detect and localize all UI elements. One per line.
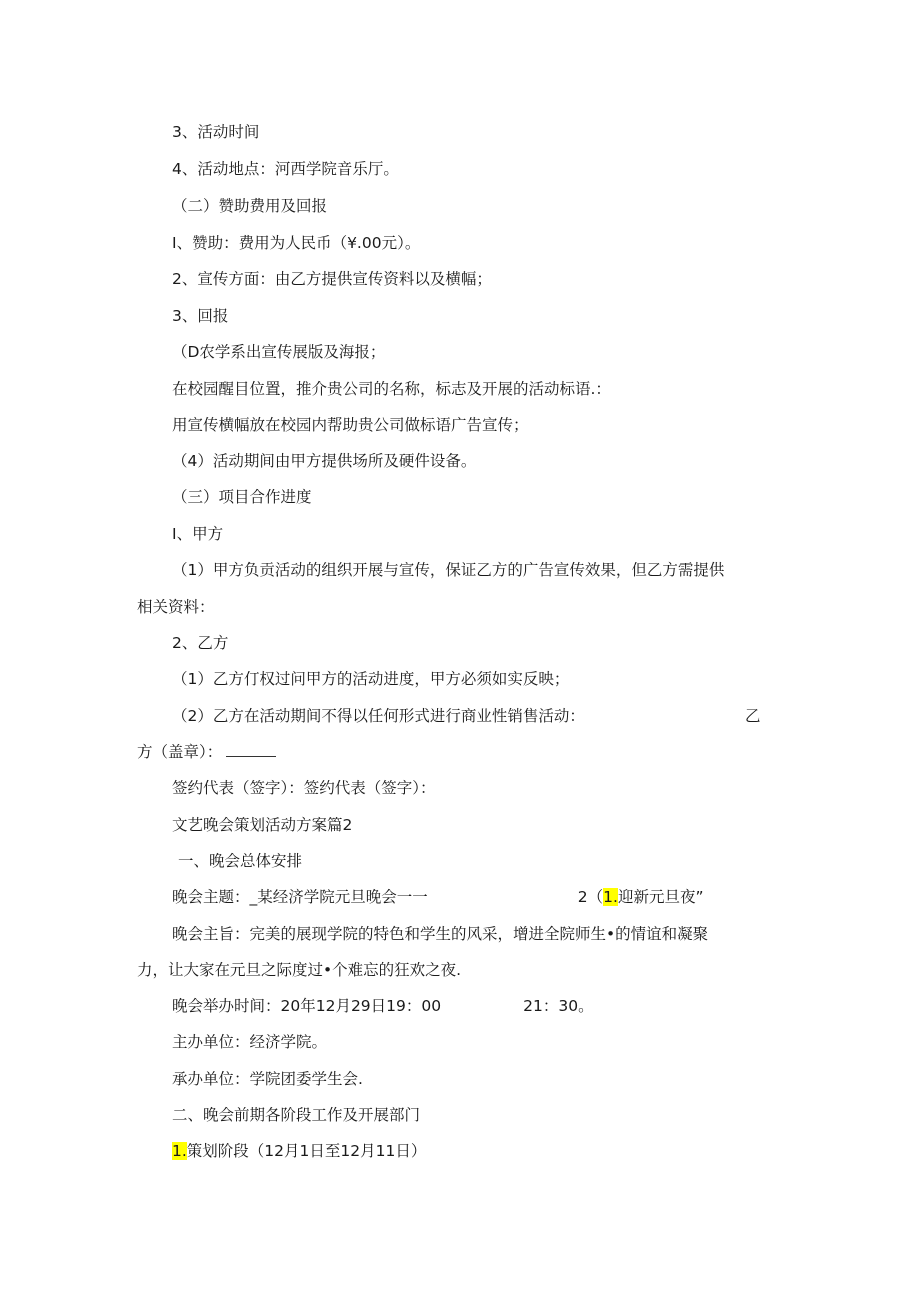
planning-stage [172, 1141, 426, 1161]
gala-theme-b: 2（ [577, 888, 604, 906]
seal-blank [226, 742, 276, 757]
organizer: 主办单位：经济学院。 [172, 1033, 328, 1051]
co-organizer: 承办单位：学院团委学生会. [172, 1070, 363, 1088]
plan-title: 文艺晚会策划活动方案篇2 [172, 816, 353, 834]
signature-line: 签约代表（签字）：签约代表（签字）： [172, 779, 436, 797]
item-activity-location: 4、活动地点：河西学院音乐厅。 [172, 160, 399, 178]
item-return-3: 用宣传横幅放在校园内帮助贵公司做标语广告宣传； [172, 416, 529, 434]
item-party-b: 2、乙方 [172, 634, 229, 652]
seal-label: 方（盖章）： [137, 743, 223, 761]
item-return-2: 在校园醒目位置，推介贵公司的名称，标志及开展的活动标语.： [172, 380, 611, 398]
planning-stage-text: 策划阶段（12月1日至12月11日） [186, 1142, 427, 1160]
item-party-a-1: （1）甲方负贡活动的组织开展与宣传，保证乙方的广告宣传效果，但乙方需提供 [172, 561, 725, 579]
party-b-tail: 乙 [745, 707, 761, 725]
section-progress: （三）项目合作进度 [172, 488, 312, 506]
gala-theme-c: 迎新元旦夜” [617, 888, 704, 906]
gala-theme-a: 晚会主题：_某经济学院元旦晚会一一 [172, 888, 428, 906]
planning-stage-highlight: 1. [172, 1142, 187, 1160]
section-overall: 一、晚会总体安排 [178, 852, 303, 870]
gala-purpose-cont: 力，让大家在元旦之际度过•个难忘的狂欢之夜. [137, 961, 462, 979]
item-publicity: 2、宣传方面：由乙方提供宣传资料以及横幅； [172, 270, 492, 288]
item-party-a-1-cont: 相关资料： [137, 598, 215, 616]
party-b-seal [137, 742, 276, 762]
item-party-a: I、甲方 [172, 525, 224, 543]
gala-time [172, 996, 594, 1016]
gala-purpose: 晚会主旨：完美的展现学院的特色和学生的风采，增进全院师生•的情谊和凝聚 [172, 925, 709, 943]
item-activity-time: 3、活动时间 [172, 123, 260, 141]
item-return-4: （4）活动期间由甲方提供场所及硬件设备。 [172, 452, 477, 470]
section-preparation: 二、晚会前期各阶段工作及开展部门 [172, 1106, 421, 1124]
section-sponsorship: （二）赞助费用及回报 [172, 197, 328, 215]
gala-time-start: 晚会举办时间：20年12月29日19：00 [172, 997, 442, 1015]
item-party-b-2: （2）乙方在活动期间不得以任何形式进行商业性销售活动： [172, 707, 585, 725]
gala-theme-highlight: 1. [603, 888, 618, 906]
item-sponsorship-fee: I、赞助：费用为人民币（¥.00元）。 [172, 234, 421, 252]
gala-theme [172, 887, 703, 907]
item-return: 3、回报 [172, 307, 229, 325]
item-return-1: （D农学系出宣传展版及海报； [172, 343, 386, 361]
item-party-b-1: （1）乙方仃权过问甲方的活动进度，甲方必须如实反映； [172, 670, 570, 688]
gala-time-end: 21：30。 [523, 997, 594, 1015]
